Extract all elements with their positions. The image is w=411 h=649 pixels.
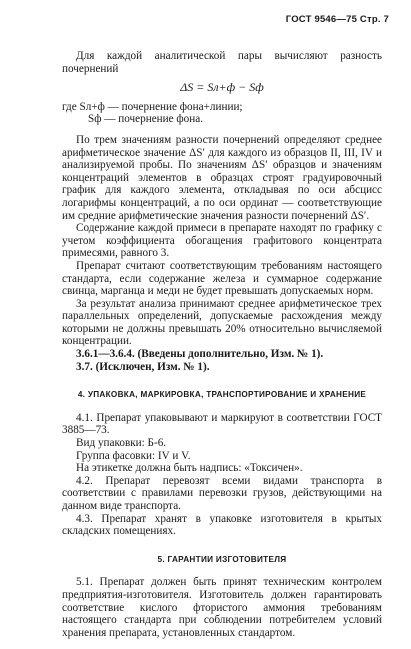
paragraph-result: За результат анализа принимают среднее арифметическое трех параллельных определений, допускаемые расхождения между которыми не должны превышать 20% относительно вычисляемой концентрации. <box>62 297 382 348</box>
definition-line: где Sл+ф — почернение фона+линии; <box>62 100 243 113</box>
section-4-title: 4. УПАКОВКА, МАРКИРОВКА, ТРАНСПОРТИРОВАНИЕ И ХРАНЕНИЕ <box>77 390 367 400</box>
clause-4-3: 4.3. Препарат хранят в упаковке изготовителя в крытых складских помещениях. <box>62 512 382 538</box>
intro-paragraph: Для каждой аналитической пары вычисляют разность почернений <box>62 50 382 75</box>
formula: ΔS = Sл+ф − Sф <box>180 80 264 95</box>
page-content <box>62 50 382 639</box>
paragraph-content: Содержание каждой примеси в препарате находят по графику с учетом коэффициента обогащения графитового концентрата примесями, равного 3. <box>62 222 382 260</box>
packing-group: Группа фасовки: IV и V. <box>76 449 191 462</box>
definition-line: Sф — почернение фона. <box>88 113 204 126</box>
clause-4-2: 4.2. Препарат перевозят всеми видами транспорта в соответствии с правилами перевозки грузов, действующими на данном виде транспорта. <box>62 474 382 512</box>
clause-4-1: 4.1. Препарат упаковывают и маркируют в соответствии ГОСТ 3885—73. <box>62 411 382 437</box>
page-header: ГОСТ 9546—75 Стр. 7 <box>285 14 389 25</box>
amendment-note-2: 3.7. (Исключен, Изм. № 1). <box>76 360 210 373</box>
label-note: На этикетке должна быть надпись: «Токсичен». <box>76 462 303 475</box>
section-5-title: 5. ГАРАНТИИ ИЗГОТОВИТЕЛЯ <box>157 554 287 564</box>
amendment-note-1: 3.6.1—3.6.4. (Введены дополнительно, Изм. № 1). <box>76 348 324 361</box>
paragraph-compliance: Препарат считают соответствующим требованиям настоящего стандарта, если содержание железа и суммарное содержание свинца, марганца и меди не будет превышать допускаемых норм. <box>62 259 382 298</box>
clause-5-1: 5.1. Препарат должен быть принят техническим контролем предприятия-изготовителя. Изготовитель должен гарантировать соответствие кислого фтористого аммония требованиям настоящего стандарта при соблюдении потребителем условий хранения препарата, установленных стандартом. <box>62 576 382 639</box>
packaging-type: Вид упаковки: Б-6. <box>76 437 167 450</box>
paragraph-averaging: По трем значениям разности почернений определяют среднее арифметическое значение ΔS′ для каждого из образцов II, III, IV и анализируемой пробы. По значениям ΔS′ образцов и значениям концентраций элементов в образцах строят градуировочный график для каждого элемента, откладывая по оси абсцисс логарифмы концентраций, а по оси ординат — соответствующие им средние арифметические значения разности почернений ΔS′. <box>62 133 382 222</box>
formula-definitions <box>62 101 382 126</box>
